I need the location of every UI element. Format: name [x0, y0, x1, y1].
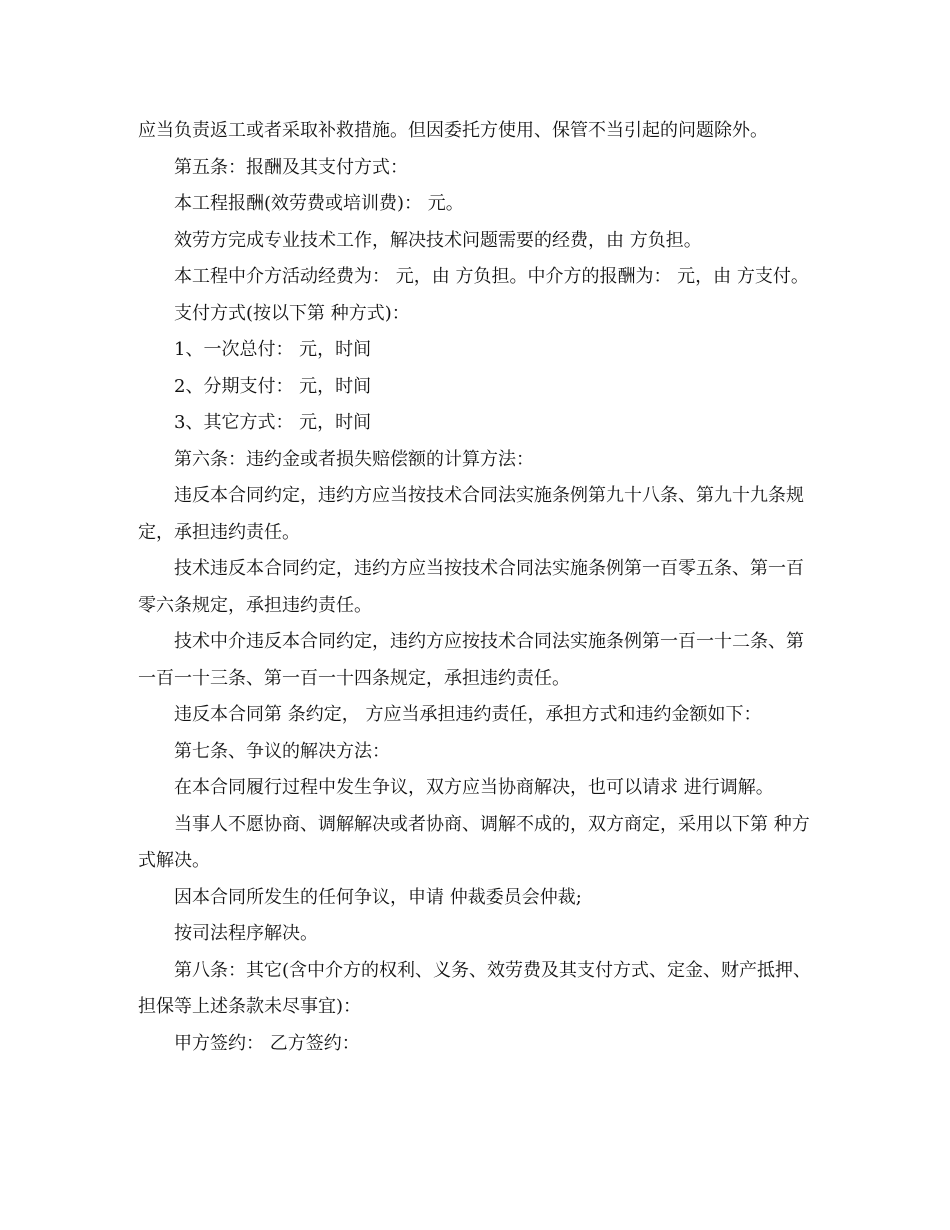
signature-line: 甲方签约： 乙方签约：	[174, 1032, 360, 1054]
paragraph: 违反本合同第 条约定， 方应当承担违约责任，承担方式和违约金额如下：	[174, 704, 762, 725]
paragraph: 支付方式(按以下第 种方式)：	[174, 302, 410, 324]
paragraph: 在本合同履行过程中发生争议，双方应当协商解决，也可以请求 进行调解。	[174, 777, 774, 798]
paragraph: 技术中介违反本合同约定，违约方应按技术合同法实施条例第一百一十二条、第一百一十三条、第一百一十四条规定，承担违约责任。	[138, 631, 804, 689]
list-item: 2、分期支付： 元，时间	[174, 375, 372, 397]
paragraph: 本工程报酬(效劳费或培训费)： 元。	[174, 193, 464, 214]
list-item: 3、其它方式： 元，时间	[174, 412, 372, 433]
clause-heading: 第七条、争议的解决方法：	[174, 740, 390, 762]
clause-heading: 第八条：其它(含中介方的权利、义务、效劳费及其支付方式、定金、财产抵押、担保等上述条款未尽事宜)：	[138, 959, 812, 1017]
paragraph: 应当负责返工或者采取补救措施。但因委托方使用、保管不当引起的问题除外。	[138, 120, 768, 141]
document-body	[138, 113, 818, 1062]
paragraph: 因本合同所发生的任何争议，申请 仲裁委员会仲裁;	[174, 886, 582, 908]
paragraph: 当事人不愿协商、调解解决或者协商、调解不成的，双方商定，采用以下第 种方式解决。	[138, 813, 810, 871]
paragraph: 违反本合同约定，违约方应当按技术合同法实施条例第九十八条、第九十九条规定，承担违约责任。	[138, 485, 804, 543]
paragraph: 本工程中介方活动经费为： 元，由 方负担。中介方的报酬为： 元，由 方支付。	[174, 266, 809, 287]
list-item: 1、一次总付： 元，时间	[174, 339, 372, 360]
paragraph: 技术违反本合同约定，违约方应当按技术合同法实施条例第一百零五条、第一百零六条规定，承担违约责任。	[138, 558, 804, 616]
paragraph: 按司法程序解决。	[174, 923, 318, 944]
clause-heading: 第五条：报酬及其支付方式：	[174, 156, 408, 178]
clause-heading: 第六条：违约金或者损失赔偿额的计算方法：	[174, 448, 534, 470]
paragraph: 效劳方完成专业技术工作，解决技术问题需要的经费，由 方负担。	[174, 229, 702, 251]
